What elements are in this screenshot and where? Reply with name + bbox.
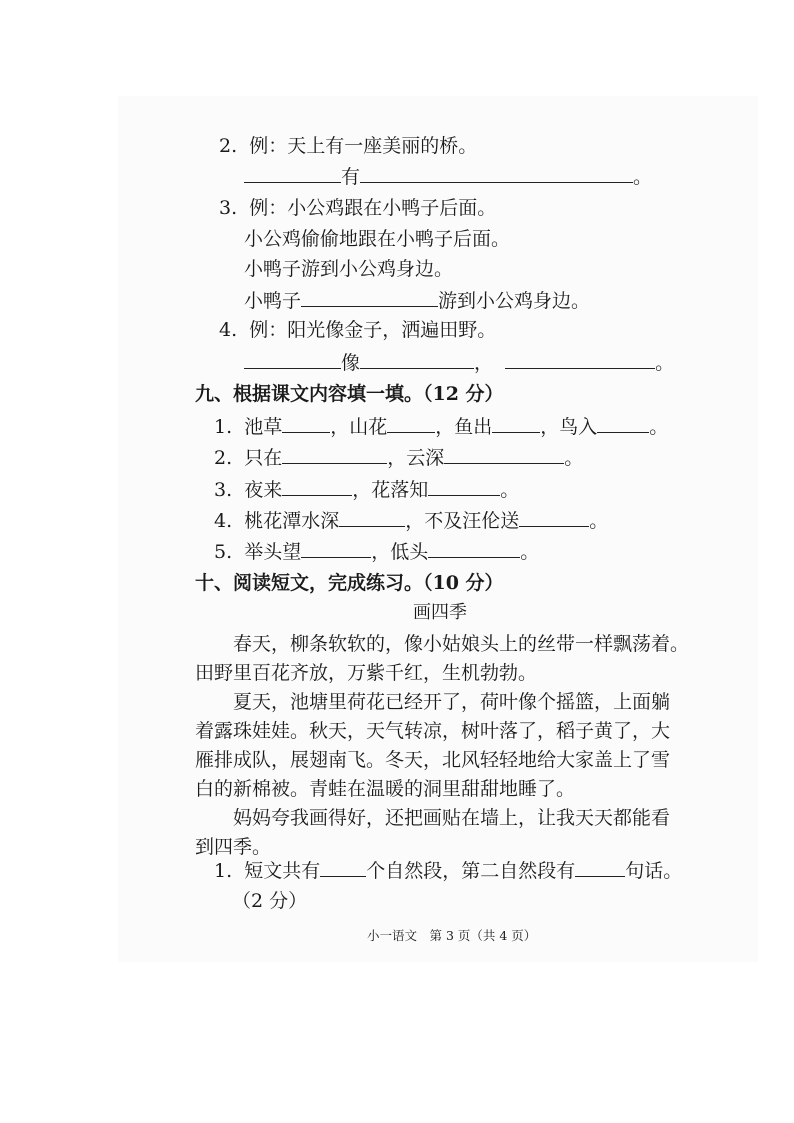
example-text: 例：天上有一座美丽的桥。 (249, 135, 478, 157)
punct: 。 (500, 479, 520, 501)
q8-ex2-fill (244, 164, 652, 189)
passage-line: 雁排成队，展翅南飞。冬天，北风轻轻地给大家盖上了雪 (195, 749, 671, 771)
q8-ex2 (219, 134, 477, 158)
punct: 。 (633, 166, 653, 188)
fill-blank[interactable] (575, 858, 625, 877)
fill-blank[interactable] (444, 445, 564, 464)
item-number: 2. (219, 135, 238, 157)
example-text: 例：阳光像金子，洒遍田野。 (249, 319, 497, 341)
fill-blank[interactable] (428, 477, 500, 496)
punct: 。 (655, 352, 675, 374)
q9-item-3 (214, 477, 519, 502)
fill-blank[interactable] (282, 414, 330, 433)
fill-blank[interactable] (387, 414, 435, 433)
item-number: 3. (219, 197, 238, 219)
punct: 。 (649, 416, 669, 438)
fill-blank[interactable] (597, 414, 649, 433)
item-number: 3. (214, 479, 233, 501)
fill-blank[interactable] (505, 350, 655, 369)
text: 句话。 (625, 860, 683, 882)
text: ，鱼出 (435, 416, 493, 438)
q8-ex3 (219, 196, 496, 220)
q8-ex4-fill (244, 350, 674, 375)
fill-blank[interactable] (360, 350, 474, 369)
text: 夜来 (244, 479, 283, 501)
fill-blank[interactable] (492, 414, 540, 433)
fill-blank[interactable] (301, 288, 438, 307)
q8-ex3-line1: 小公鸡偷偷地跟在小鸭子后面。 (244, 228, 511, 250)
q8-ex4 (219, 318, 496, 342)
passage-line: 到四季。 (195, 836, 272, 858)
fill-blank[interactable] (282, 477, 352, 496)
fill-blank[interactable] (519, 508, 589, 527)
text: ，不及汪伦送 (405, 510, 520, 532)
passage-line: 春天，柳条软软的，像小姑娘头上的丝带一样飘荡着。 (233, 633, 690, 655)
fill-blank[interactable] (282, 445, 387, 464)
q10-question-1 (214, 858, 682, 883)
punct: ， (474, 352, 494, 374)
text: 桃花潭水深 (244, 510, 340, 532)
fill-blank[interactable] (244, 350, 341, 369)
fill-word: 有 (341, 166, 361, 188)
text: 个自然段，第二自然段有 (366, 860, 576, 882)
fill-prefix: 小鸭子 (244, 290, 302, 312)
q10-header: 十、阅读短文，完成练习。（10 分） (195, 572, 504, 594)
fill-blank[interactable] (360, 164, 633, 183)
passage-line: 田野里百花齐放，万紫千红，生机勃勃。 (195, 662, 538, 684)
text: 短文共有 (244, 860, 321, 882)
punct: 。 (564, 447, 584, 469)
text: ，低头 (371, 541, 429, 563)
text: ，山花 (330, 416, 388, 438)
fill-suffix: 游到小公鸡身边。 (438, 290, 591, 312)
q8-ex3-line2: 小鸭子游到小公鸡身边。 (244, 258, 454, 280)
text: 只在 (244, 447, 283, 469)
passage-line: 妈妈夸我画得好，还把画贴在墙上，让我天天都能看 (233, 807, 671, 829)
item-number: 4. (214, 510, 233, 532)
text: ，鸟入 (540, 416, 598, 438)
q9-item-5 (214, 539, 539, 564)
q9-item-2 (214, 445, 583, 470)
text: 池草 (244, 416, 283, 438)
page-footer: 小一语文 第 3 页（共 4 页） (367, 928, 537, 943)
punct: 。 (520, 541, 540, 563)
fill-blank[interactable] (320, 858, 366, 877)
text: 举头望 (244, 541, 302, 563)
q9-item-1 (214, 414, 668, 439)
item-number: 1. (214, 416, 233, 438)
item-number: 1. (214, 860, 233, 882)
example-text: 例：小公鸡跟在小鸭子后面。 (249, 197, 497, 219)
passage-line: 白的新棉被。青蛙在温暖的洞里甜甜地睡了。 (195, 778, 576, 800)
fill-blank[interactable] (339, 508, 405, 527)
q9-item-4 (214, 508, 608, 533)
q8-ex3-fill (244, 288, 590, 313)
text: ，云深 (387, 447, 445, 469)
fill-blank[interactable] (244, 164, 341, 183)
passage-line: 着露珠娃娃。秋天，天气转凉，树叶落了，稻子黄了，大 (195, 720, 671, 742)
text: ，花落知 (352, 479, 429, 501)
fill-word: 像 (341, 352, 361, 374)
item-number: 5. (214, 541, 233, 563)
q9-header: 九、根据课文内容填一填。（12 分） (195, 383, 504, 405)
item-number: 2. (214, 447, 233, 469)
passage-line: 夏天，池塘里荷花已经开了，荷叶像个摇篮，上面躺 (233, 691, 671, 713)
q10-question-1-score: （2 分） (232, 890, 308, 912)
fill-blank[interactable] (428, 539, 520, 558)
fill-blank[interactable] (301, 539, 371, 558)
passage-title: 画四季 (413, 602, 467, 623)
item-number: 4. (219, 319, 238, 341)
punct: 。 (589, 510, 609, 532)
